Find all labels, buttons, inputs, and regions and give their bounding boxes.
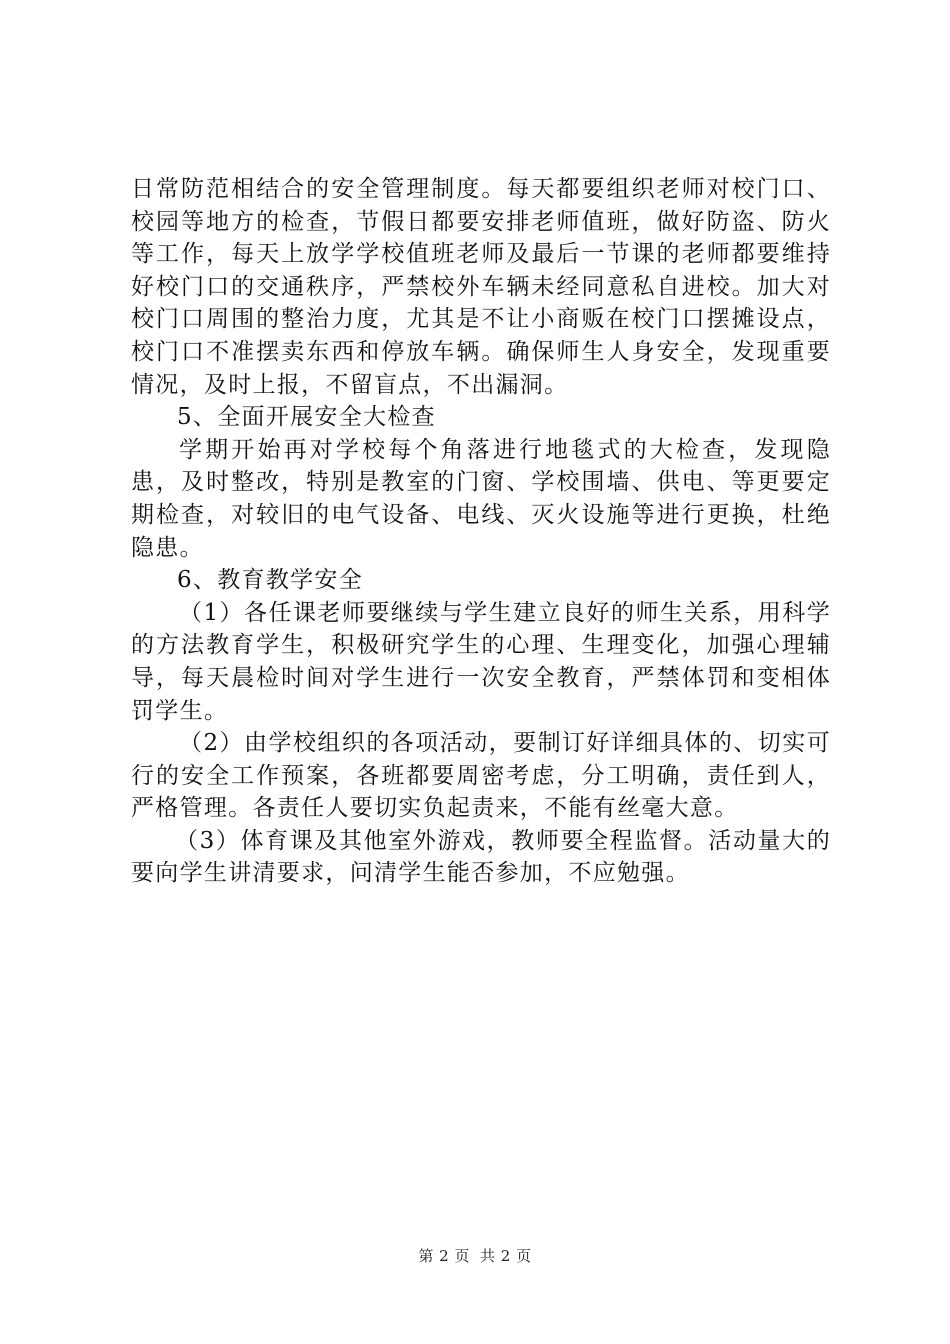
page-total: 共 2 页: [480, 1247, 532, 1265]
paragraph-safety-management: 日常防范相结合的安全管理制度。每天都要组织老师对校门口、校园等地方的检查，节假日都要安排老师值班，做好防盗、防火等工作，每天上放学学校值班老师及最后一节课的老师都要维持好校门口的交通秩序，严禁校外车辆未经同意私自进校。加大对校门口周围的整治力度，尤其是不让小商贩在校门口摆摊设点，校门口不准摆卖东西和停放车辆。确保师生人身安全，发现重要情况，及时上报，不留盲点，不出漏洞。: [131, 176, 831, 398]
page-number: 第 2 页: [418, 1247, 470, 1265]
paragraph-inspection: 学期开始再对学校每个角落进行地毯式的大检查，发现隐患，及时整改，特别是教室的门窗、学校围墙、供电、等更要定期检查，对较旧的电气设备、电线、灭火设施等进行更换，杜绝隐患。: [131, 436, 831, 561]
section-heading-6: 6、教育教学安全: [177, 567, 364, 594]
page-footer: [0, 1245, 950, 1266]
document-body: [131, 173, 831, 890]
paragraph-item-2: （2）由学校组织的各项活动，要制订好详细具体的、切实可行的安全工作预案，各班都要周密考虑，分工明确，责任到人，严格管理。各责任人要切实负起责来，不能有丝毫大意。: [131, 730, 831, 822]
section-heading-5: 5、全面开展安全大检查: [177, 404, 436, 431]
paragraph-item-1: （1）各任课老师要继续与学生建立良好的师生关系，用科学的方法教育学生，积极研究学生的心理、生理变化，加强心理辅导，每天晨检时间对学生进行一次安全教育，严禁体罚和变相体罚学生。: [131, 599, 831, 724]
paragraph-item-3: （3）体育课及其他室外游戏，教师要全程监督。活动量大的要向学生讲清要求，问清学生能否参加，不应勉强。: [131, 827, 831, 887]
